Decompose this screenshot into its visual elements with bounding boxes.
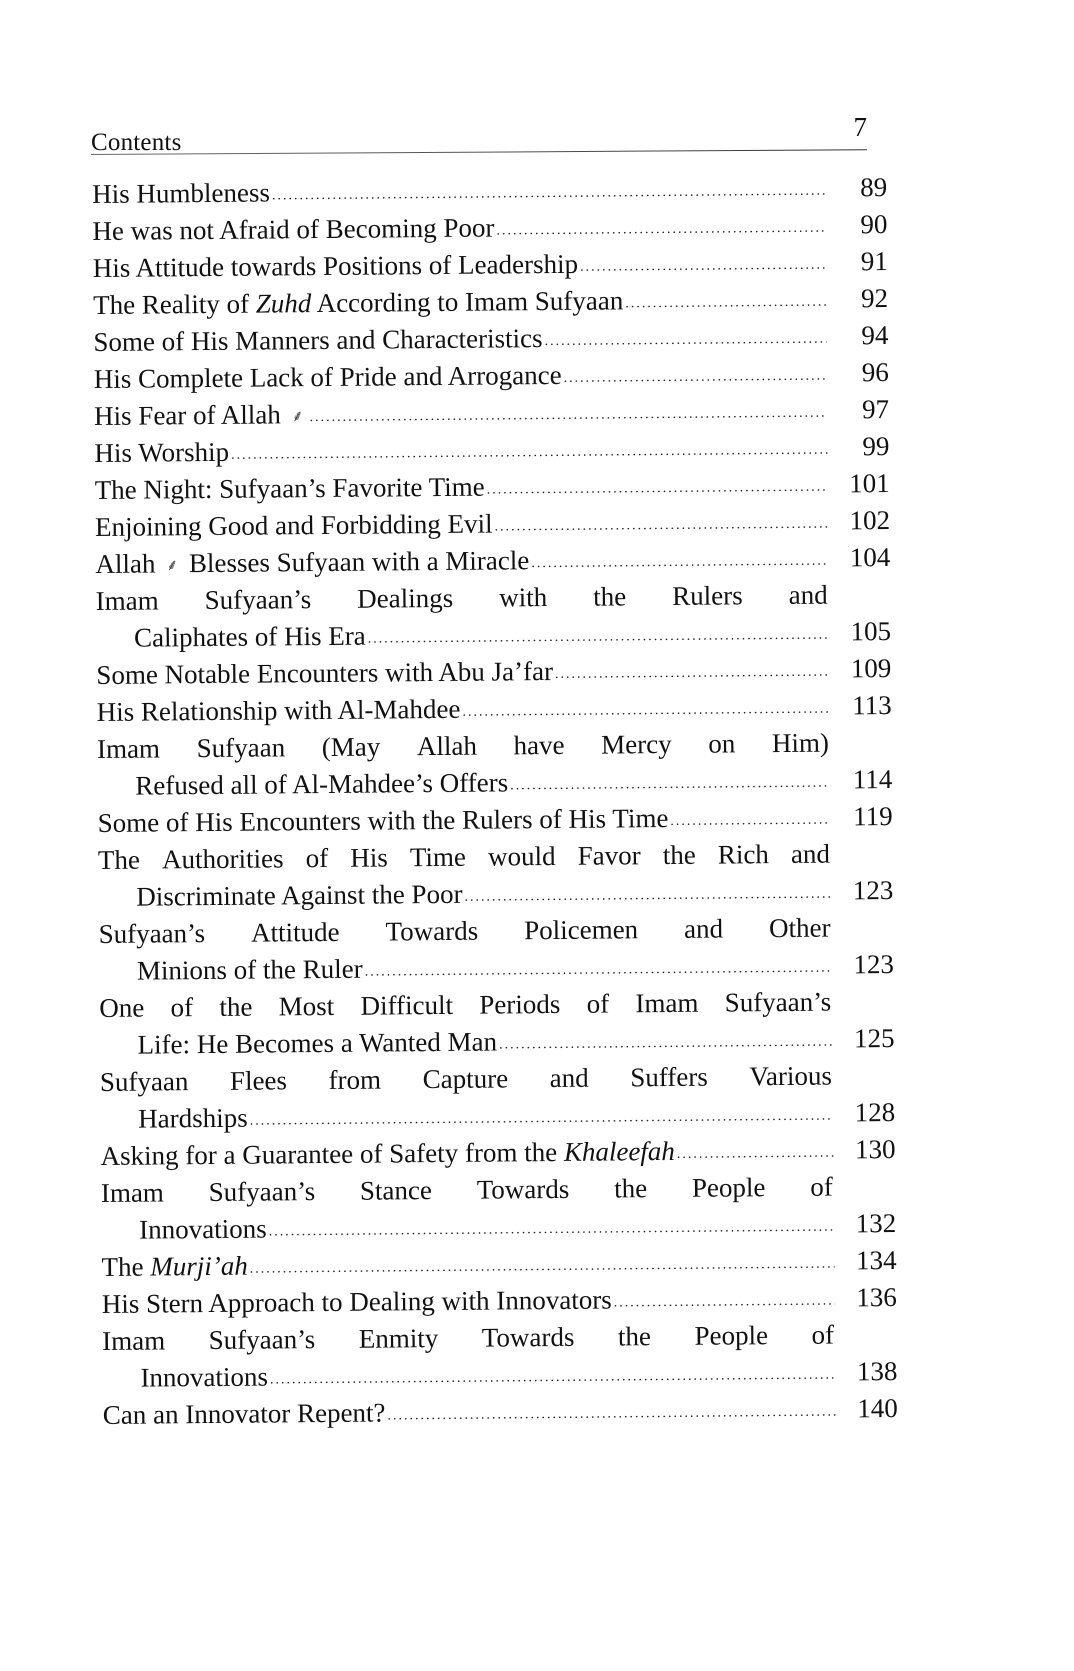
toc-entry-title: Caliphates of His Era <box>133 620 366 653</box>
dot-leader <box>580 247 826 286</box>
toc-entry-title: Asking for a Guarantee of Safety from the Khaleefah <box>100 1135 675 1171</box>
toc-entry-page: 130 <box>854 1134 896 1165</box>
toc-entry-page: 138 <box>856 1356 898 1387</box>
toc-entry-page: 105 <box>850 616 892 647</box>
dot-leader <box>625 284 826 323</box>
toc-entry-page: 102 <box>849 505 891 536</box>
toc-entry-title-line: Sufyaan’s Attitude Towards Policemen and Other <box>98 912 831 949</box>
honorific-icon: ⸙ <box>166 557 179 575</box>
toc-entry-page: 109 <box>850 653 892 684</box>
toc-entry[interactable] <box>97 724 893 805</box>
toc-entry-title: The Reality of Zuhd According to Imam Sufyaan <box>92 285 624 320</box>
toc-entry-title: Innovations <box>139 1213 267 1245</box>
toc-entry-title: His Stern Approach to Dealing with Innovators <box>101 1284 612 1319</box>
toc-entry-title: Life: He Becomes a Wanted Man <box>137 1026 498 1060</box>
toc-entry-title-line: One of the Most Difficult Periods of Imam Sufyaan’s <box>99 986 832 1023</box>
toc-entry-title: Innovations <box>140 1361 269 1393</box>
toc-entry[interactable] <box>100 1057 896 1138</box>
running-header <box>91 112 867 164</box>
dot-leader <box>614 1283 835 1322</box>
toc-entry-page: 123 <box>852 875 894 906</box>
toc-entry-title: Some Notable Encounters with Abu Ja’far <box>96 655 554 690</box>
toc-entry-page: 91 <box>860 246 888 277</box>
toc-entry-title-line: Imam Sufyaan’s Dealings with the Rulers and <box>95 579 828 616</box>
dot-leader <box>387 1394 836 1435</box>
toc-entry[interactable] <box>98 835 894 916</box>
toc-entry-page: 99 <box>862 431 890 462</box>
toc-entry-title: The Murji’ah <box>101 1250 248 1282</box>
toc-entry-page: 113 <box>852 690 892 721</box>
toc-entry[interactable] <box>103 1390 898 1434</box>
toc-entry-page: 132 <box>855 1208 897 1239</box>
toc-entry-title-line: Sufyaan Flees from Capture and Suffers Various <box>99 1060 833 1097</box>
header-title: Contents <box>91 129 182 156</box>
toc-entry-page: 97 <box>861 394 890 425</box>
toc-entry-page: 119 <box>852 801 893 832</box>
toc-entry[interactable] <box>96 576 892 657</box>
toc-entry-page: 92 <box>860 283 889 314</box>
toc-entry-title-line: The Authorities of His Time would Favor the Rich and <box>97 838 831 875</box>
toc-entry[interactable] <box>102 1316 898 1397</box>
toc-entry-title-line: Imam Sufyaan’s Enmity Towards the People of <box>102 1319 835 1356</box>
toc-entry-page: 136 <box>856 1282 897 1313</box>
toc-entry-title: Enjoining Good and Forbidding Evil <box>94 508 493 542</box>
toc-entry-title-line: Imam Sufyaan (May Allah have Mercy on Him) <box>96 727 830 764</box>
toc-entry-page: 125 <box>853 1023 895 1054</box>
toc-entry-title: His Humbleness <box>92 177 271 209</box>
toc-entry-page: 128 <box>854 1097 896 1128</box>
toc-entry-title: His Complete Lack of Pride and Arrogance <box>93 359 562 394</box>
toc-entry-page: 90 <box>860 209 888 240</box>
toc-entry-title: Refused all of Al-Mahdee’s Offers <box>135 767 509 801</box>
toc-entry-title: Hardships <box>138 1102 248 1134</box>
toc-entry-page: 101 <box>849 468 890 499</box>
toc-entry-title: Some of His Encounters with the Rulers of His Time <box>97 802 669 838</box>
toc-entry-page: 134 <box>855 1245 897 1276</box>
honorific-icon: ⸙ <box>291 408 304 426</box>
toc-entry-page: 96 <box>861 357 889 388</box>
toc-entry[interactable] <box>101 1168 897 1249</box>
toc-entry-page: 123 <box>853 949 895 980</box>
toc-entry-title: His Fear of Allah ⸙ <box>94 396 308 437</box>
toc-entry-title: Discriminate Against the Poor <box>136 878 463 912</box>
toc-entry-title: Allah ⸙ Blesses Sufyaan with a Miracle <box>95 542 529 585</box>
toc-entry-title: His Relationship with Al-Mahdee <box>96 693 461 727</box>
toc-entry-title: Can an Innovator Repent? <box>102 1397 386 1430</box>
table-of-contents <box>92 169 898 1434</box>
toc-entry-title: The Night: Sufyaan’s Favorite Time <box>94 471 485 505</box>
toc-entry-title: Minions of the Ruler <box>136 953 363 986</box>
header-rule <box>91 149 867 155</box>
toc-entry-title: Some of His Manners and Characteristics <box>93 323 543 357</box>
toc-entry-page: 140 <box>857 1393 898 1424</box>
toc-entry-page: 104 <box>849 542 891 573</box>
toc-entry-page: 94 <box>861 320 889 351</box>
dot-leader <box>677 1135 834 1173</box>
toc-entry-title: He was not Afraid of Becoming Poor <box>92 212 495 246</box>
toc-entry-title: His Attitude towards Positions of Leadership <box>92 248 579 283</box>
toc-entry[interactable] <box>99 983 895 1064</box>
toc-entry-title: His Worship <box>94 436 230 468</box>
dot-leader <box>670 802 831 840</box>
toc-entry[interactable] <box>98 909 894 990</box>
toc-entry-page: 89 <box>859 172 888 203</box>
toc-entry-title-line: Imam Sufyaan’s Stance Towards the People of <box>100 1171 833 1208</box>
page-number: 7 <box>853 112 867 142</box>
toc-entry-page: 114 <box>852 764 893 795</box>
